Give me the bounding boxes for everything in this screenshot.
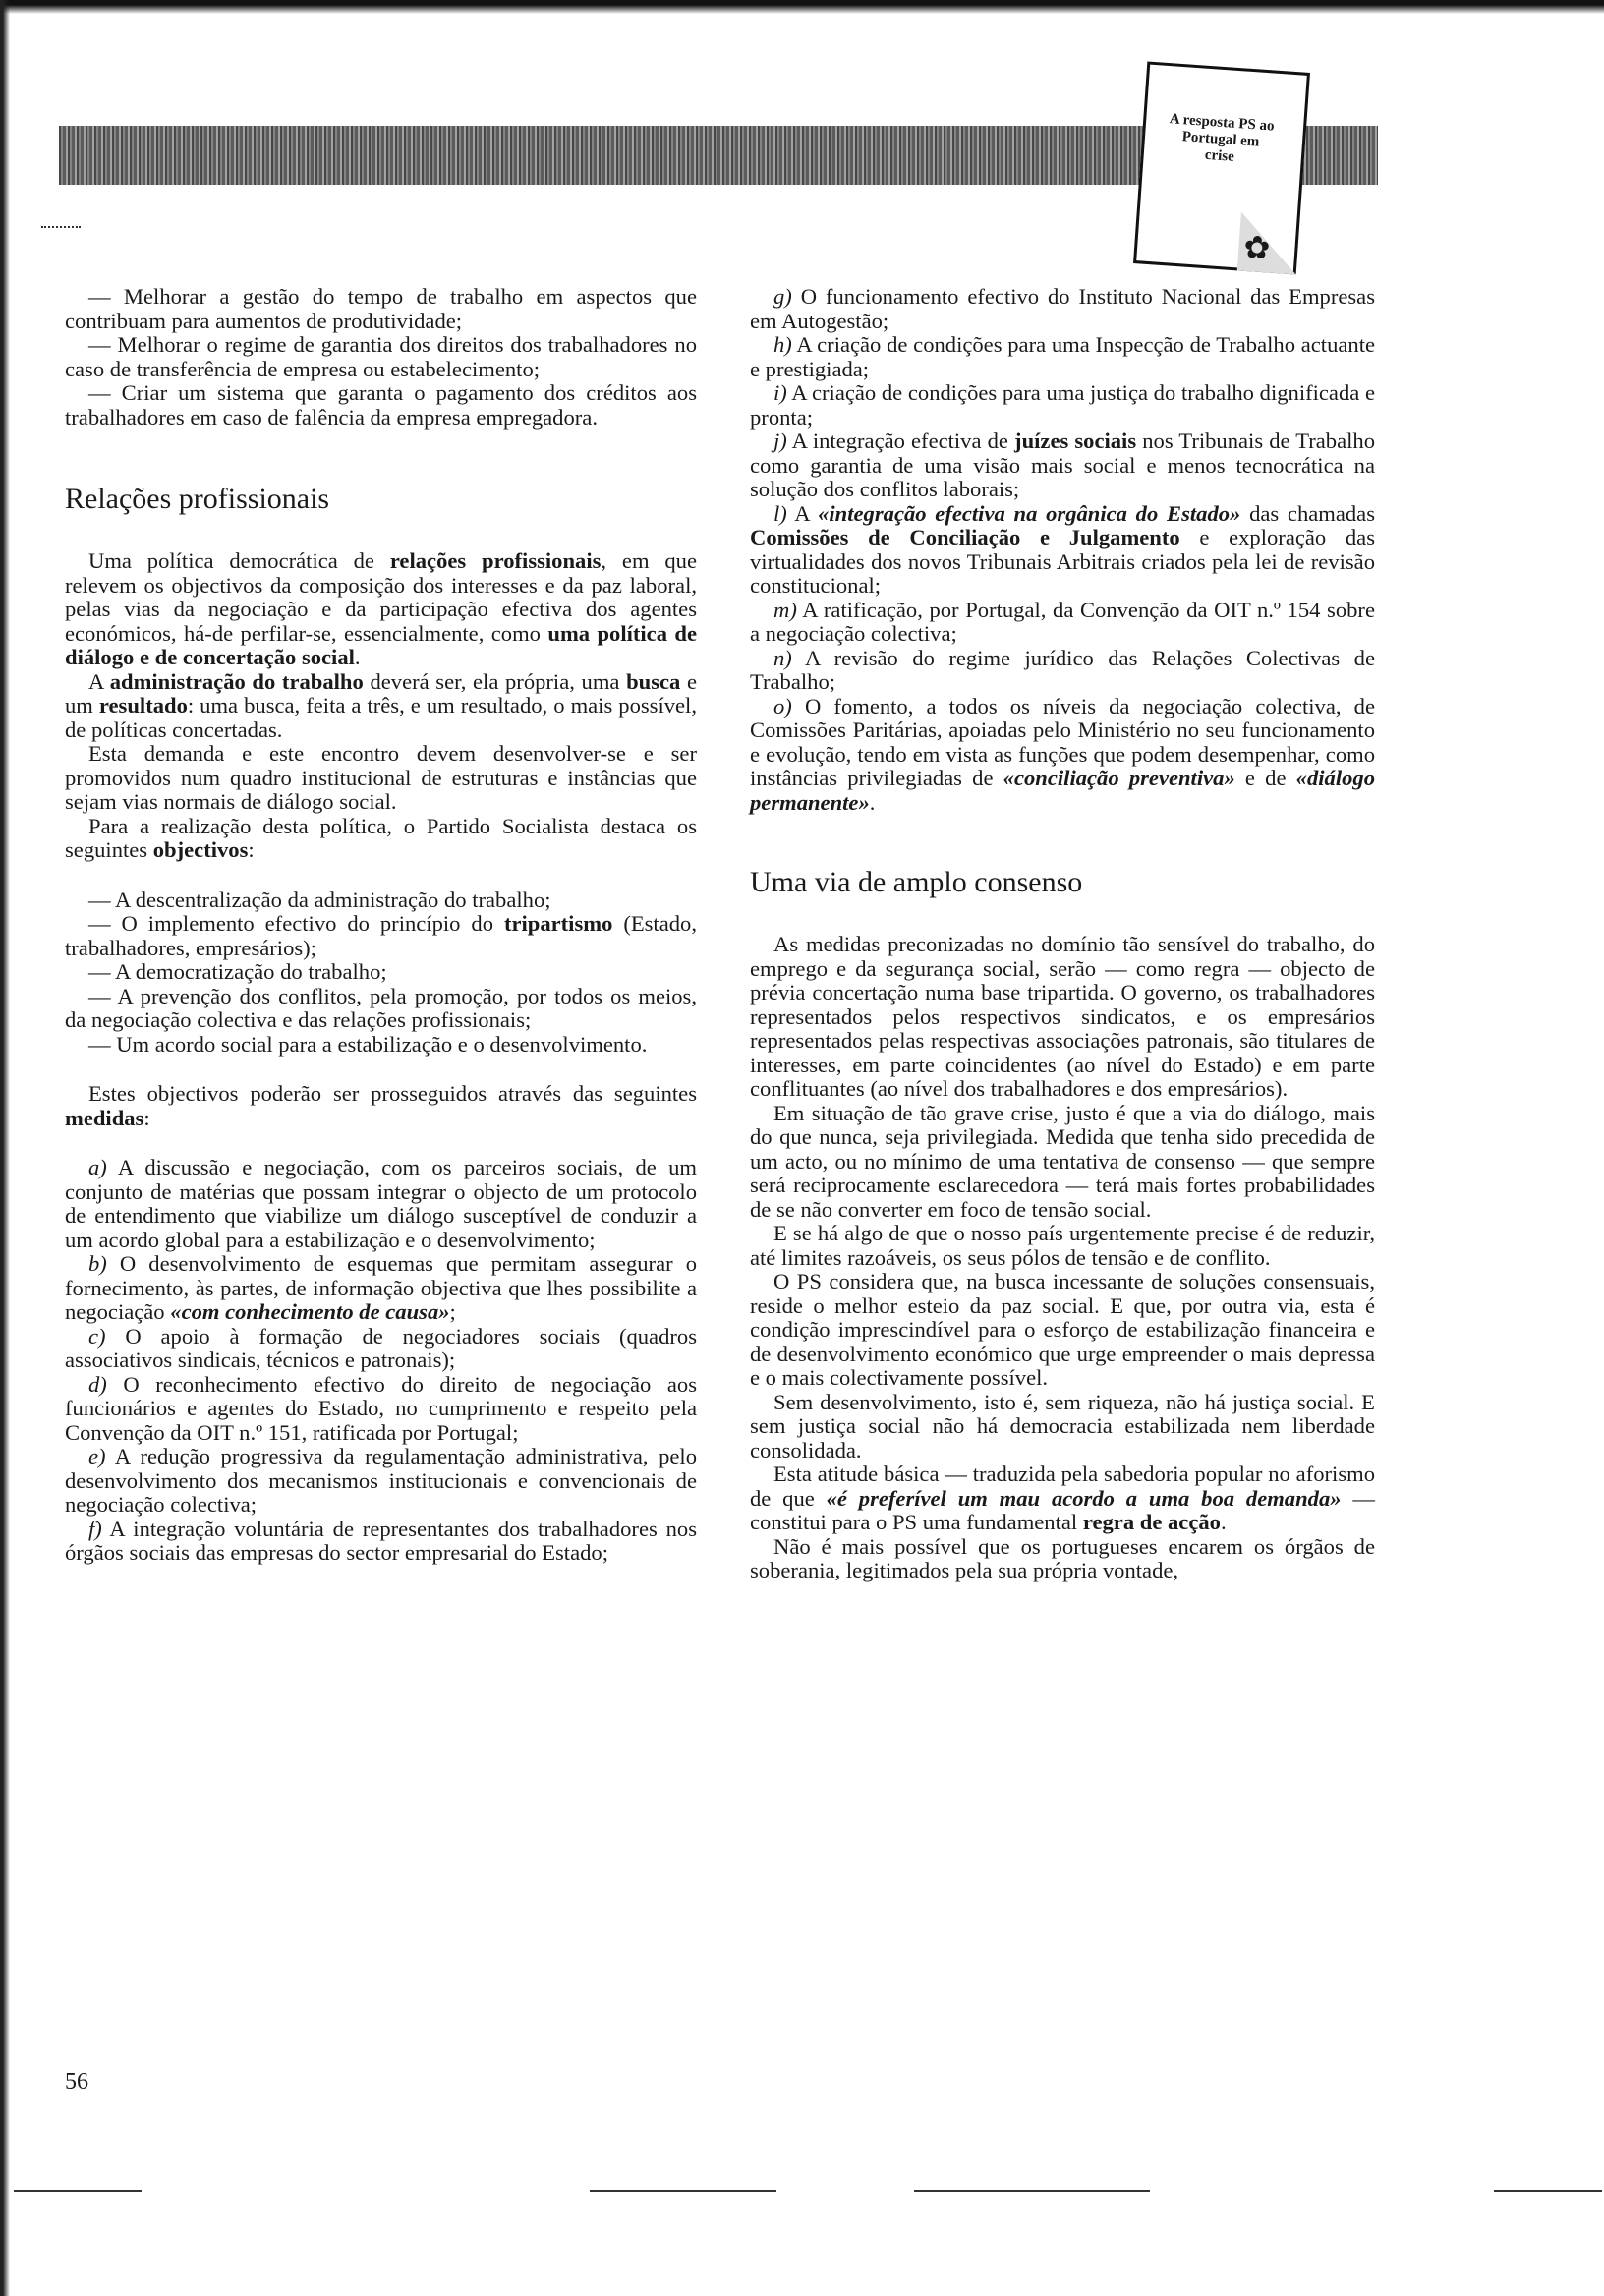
measure-item: c) O apoio à formação de negociadores sociais (quadros associativos sindicais, técnicos e patronais); (65, 1323, 697, 1372)
footer-rule (590, 2190, 776, 2192)
rose-icon: ✿ (1242, 228, 1272, 266)
measure-item: e) A redução progressiva da regulamentação administrativa, pelo desenvolvimento dos mecanismos institucionais e convencionais de negociação colectiva; (65, 1444, 697, 1517)
paragraph: Uma política democrática de relações profissionais, em que relevem os objectivos da composição dos interesses e da paz laboral, pelas vias da negociação e da participação efectiva dos agentes económicos, há-de perfilar-se, essencialmente, como uma política de diálogo e de concertação social. (65, 548, 698, 669)
paragraph: O PS considera que, na busca incessante de soluções consensuais, reside o melhor esteio da paz social. E que, por outra via, esta é condição imprescindível para o esforço de estabilização financeira e de desenvolvimento económico que urge empreender o mais depressa e o mais colectivamente possível. (750, 1269, 1375, 1390)
list-item: — Um acordo social para a estabilização e o desenvolvimento. (88, 1031, 648, 1057)
measure-item: o) O fomento, a todos os níveis da negociação colectiva, de Comissões Paritárias, apoiadas pelo Ministério no seu funcionamento e evolução, tendo em vista as funções que podem desempenhar, como instâncias privilegiadas de «conciliação preventiva» e de «diálogo permanente». (750, 693, 1375, 815)
measure-item: a) A discussão e negociação, com os parceiros sociais, de um conjunto de matérias que possam integrar o objecto de um protocolo de entendimento que viabilize um diálogo susceptível de conduzir a um acordo global para a estabilização e o desenvolvimento; (65, 1155, 697, 1252)
measure-item: g) O funcionamento efectivo do Instituto Nacional das Empresas em Autogestão; (750, 284, 1375, 333)
measure-item: h) A criação de condições para uma Inspecção de Trabalho actuante e prestigiada; (750, 332, 1375, 381)
paragraph: Estes objectivos poderão ser prosseguidos através das seguintes medidas: (65, 1081, 697, 1130)
paragraph: — Criar um sistema que garanta o pagamento dos créditos aos trabalhadores em caso de falência da empresa empregadora. (65, 380, 697, 430)
list-item: — O implemento efectivo do princípio do tripartismo (Estado, trabalhadores, empresários); (65, 911, 697, 960)
paragraph: Não é mais possível que os portugueses encarem os órgãos de soberania, legitimados pela sua própria vontade, (750, 1533, 1375, 1582)
list-item: — A democratização do trabalho; (88, 959, 387, 984)
section-heading: Uma via de amplo consenso (750, 866, 1083, 898)
measure-item: l) A «integração efectiva na orgânica do Estado» das chamadas Comissões de Conciliação e Julgamento e exploração das virtualidades dos novos Tribunais Arbitrais criados pela lei de revisão constitucional; (750, 500, 1375, 598)
booklet-title: A resposta PS ao Portugal em crise (1169, 111, 1276, 165)
measure-item: b) O desenvolvimento de esquemas que permitam assegurar o fornecimento, às partes, de informação objectiva que lhes possibilite a negociação «com conhecimento de causa»; (65, 1251, 697, 1324)
measure-item: n) A revisão do regime jurídico das Relações Colectivas de Trabalho; (750, 645, 1375, 694)
measure-item: f) A integração voluntária de representantes dos trabalhadores nos órgãos sociais das empresas do sector empresarial do Estado; (65, 1516, 697, 1565)
paragraph: Sem desenvolvimento, isto é, sem riqueza, não há justiça social. E sem justiça social não há democracia estabilizada nem liberdade consolidada. (750, 1389, 1375, 1463)
measure-item: d) O reconhecimento efectivo do direito de negociação aos funcionários e agentes do Estado, no cumprimento e respeito pela Convenção da OIT n.º 151, ratificada por Portugal; (65, 1371, 697, 1445)
page-left-edge (0, 0, 10, 2296)
list-item: — A descentralização da administração do trabalho; (88, 887, 551, 912)
measure-item: j) A integração efectiva de juízes sociais nos Tribunais de Trabalho como garantia de uma visão mais social e menos tecnocrática na solução dos conflitos laborais; (750, 429, 1375, 501)
measure-item: m) A ratificação, por Portugal, da Convenção da OIT n.º 154 sobre a negociação colectiva; (750, 597, 1375, 646)
paragraph: Esta atitude básica — traduzida pela sabedoria popular no aforismo de que «é preferível um mau acordo a uma boa demanda» — constitui para o PS uma fundamental regra de acção. (750, 1462, 1375, 1534)
footer-rule (1494, 2190, 1602, 2192)
paragraph: Esta demanda e este encontro devem desenvolver-se e ser promovidos num quadro institucional de estruturas e instâncias que sejam vias normais de diálogo social. (65, 741, 697, 814)
section-heading: Relações profissionais (65, 483, 330, 515)
booklet-logo (1133, 61, 1310, 274)
footer-rule (914, 2190, 1150, 2192)
paragraph: E se há algo de que o nosso país urgentemente precise é de reduzir, até limites razoáveis, os seus pólos de tensão e de conflito. (750, 1221, 1375, 1270)
footer-rule (14, 2190, 142, 2192)
page-number: 56 (65, 2069, 88, 2095)
paragraph: A administração do trabalho deverá ser, ela própria, uma busca e um resultado: uma busca, feita a três, e um resultado, o mais possível, de políticas concertadas. (65, 668, 698, 742)
right-column (750, 285, 1375, 1583)
paragraph: Em situação de tão grave crise, justo é que a via do diálogo, mais do que nunca, seja privilegiada. Medida que tenha sido precedida de um acto, ou no mínimo de uma tentativa de consenso — que sempre será reciprocamente esclarecedora — terá mais fortes probabilidades de se não converter em foco de tensão social. (750, 1100, 1375, 1222)
page-top-edge (0, 0, 1604, 14)
measure-item: i) A criação de condições para uma justiça do trabalho dignificada e pronta; (750, 380, 1375, 430)
paragraph: Para a realização desta política, o Partido Socialista destaca os seguintes objectivos: (65, 813, 697, 862)
paragraph: — Melhorar o regime de garantia dos direitos dos trabalhadores no caso de transferência de empresa ou estabelecimento; (65, 332, 697, 381)
paragraph: As medidas preconizadas no domínio tão sensível do trabalho, do emprego e da segurança social, serão — como regra — objecto de prévia concertação numa base tripartida. O governo, os trabalhadores representados pelos respectivos sindicatos, e os empresários representados pelas respectivas associações patronais, são titulares de interesses, em parte coincidentes (ao nível do Estado) e em parte conflituantes (ao nível dos trabalhadores e dos empresários). (750, 932, 1375, 1101)
paragraph: — Melhorar a gestão do tempo de trabalho em aspectos que contribuam para aumentos de produtividade; (65, 284, 697, 333)
list-item: — A prevenção dos conflitos, pela promoção, por todos os meios, da negociação colectiva e das relações profissionais; (65, 983, 697, 1032)
margin-mark (41, 226, 81, 248)
left-column (65, 285, 697, 1566)
